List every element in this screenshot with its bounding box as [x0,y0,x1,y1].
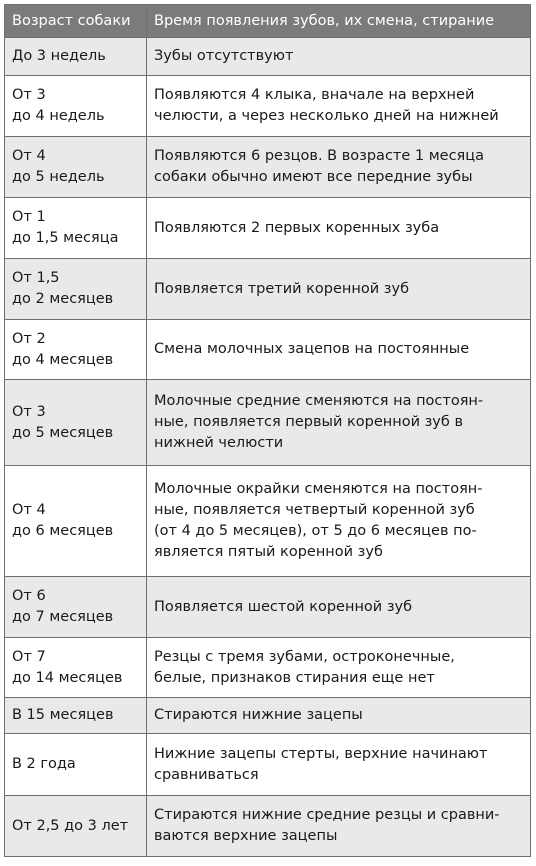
teeth-cell: Молочные средние сменяются на постоян- ные, появляется первый коренной зуб в нижней челюсти [147,380,531,466]
teeth-cell: Появляется третий коренной зуб [147,259,531,320]
table-row [5,796,531,857]
teeth-cell: Смена молочных зацепов на постоянные [147,320,531,380]
table-row [5,259,531,320]
table-row [5,638,531,698]
table-row [5,380,531,466]
teeth-cell: Молочные окрайки сменяются на постоян- ные, появляется четвертый коренной зуб (от 4 до 5 месяцев), от 5 до 6 месяцев по- является пятый коренной зуб [147,466,531,577]
table-row [5,466,531,577]
teeth-cell: Появляются 6 резцов. В возрасте 1 месяца собаки обычно имеют все передние зубы [147,137,531,198]
age-cell: От 3 до 5 месяцев [5,380,147,466]
table-row [5,577,531,638]
teeth-cell: Стираются нижние средние резцы и сравни- ваются верхние зацепы [147,796,531,857]
age-cell: В 15 месяцев [5,698,147,734]
age-cell: До 3 недель [5,38,147,76]
age-cell: В 2 года [5,734,147,796]
table-row [5,734,531,796]
age-cell: От 6 до 7 месяцев [5,577,147,638]
age-cell: От 2 до 4 месяцев [5,320,147,380]
age-cell: От 7 до 14 месяцев [5,638,147,698]
age-cell: От 4 до 5 недель [5,137,147,198]
dog-teeth-table [4,4,531,857]
table-row [5,698,531,734]
header-teeth: Время появления зубов, их смена, стирание [147,5,531,38]
age-cell: От 1 до 1,5 месяца [5,198,147,259]
age-cell: От 2,5 до 3 лет [5,796,147,857]
teeth-cell: Появляются 4 клыка, вначале на верхней челюсти, а через несколько дней на нижней [147,76,531,137]
teeth-cell: Зубы отсутствуют [147,38,531,76]
teeth-cell: Стираются нижние зацепы [147,698,531,734]
table-row [5,38,531,76]
teeth-cell: Нижние зацепы стерты, верхние начинают сравниваться [147,734,531,796]
table-row [5,198,531,259]
table-row [5,76,531,137]
teeth-cell: Резцы с тремя зубами, остроконечные, белые, признаков стирания еще нет [147,638,531,698]
age-cell: От 1,5 до 2 месяцев [5,259,147,320]
table-row [5,137,531,198]
table-row [5,320,531,380]
header-row [5,5,531,38]
teeth-cell: Появляются 2 первых коренных зуба [147,198,531,259]
age-cell: От 3 до 4 недель [5,76,147,137]
teeth-cell: Появляется шестой коренной зуб [147,577,531,638]
age-cell: От 4 до 6 месяцев [5,466,147,577]
header-age: Возраст собаки [5,5,147,38]
